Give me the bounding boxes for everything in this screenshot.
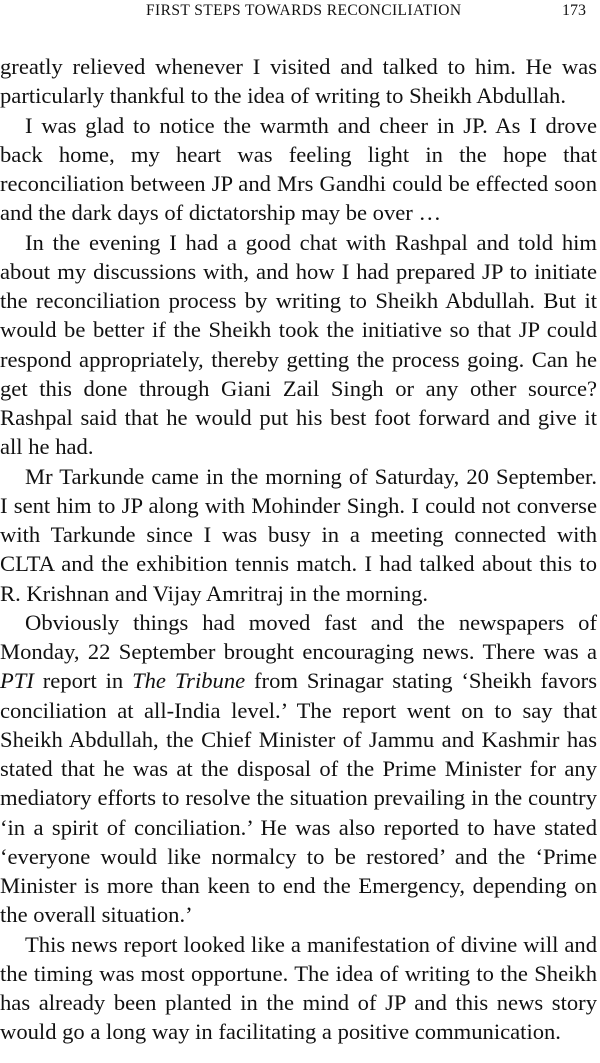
paragraph-5 bbox=[0, 608, 597, 930]
paragraph-5-part-2: report in bbox=[33, 668, 133, 694]
paragraph-4: Mr Tarkunde came in the morning of Saturday, 20 September. I sent him to JP along with Mohinder Singh. I could not converse with Tarkunde since I was busy in a meeting connected with CLTA and the exhibition tennis match. I had talked about this to R. Krishnan and Vijay Amritraj in the morning. bbox=[0, 463, 597, 606]
page-number: 173 bbox=[562, 2, 586, 19]
paragraph-1: greatly relieved whenever I visited and talked to him. He was particularly thankful to the idea of writing to Sheikh Abdullah. bbox=[0, 54, 597, 109]
paragraph-6: This news report looked like a manifestation of divine will and the timing was most opportune. The idea of writing to the Sheikh has already been planted in the mind of JP and this news story would go a long way in facilitating a positive communication. bbox=[0, 931, 597, 1045]
newspaper-title: The Tribune bbox=[132, 668, 246, 694]
body-text bbox=[0, 52, 597, 1047]
paragraph-2: I was glad to notice the warmth and cheer in JP. As I drove back home, my heart was feeling light in the hope that reconciliation between JP and Mrs Gandhi could be effected soon and the dark days of dictatorship may be over … bbox=[0, 112, 597, 226]
pti-italic: PTI bbox=[0, 668, 34, 694]
paragraph-5-part-1: Obviously things had moved fast and the newspapers of Monday, 22 September brought encouraging news. There was a bbox=[0, 609, 597, 664]
running-title: FIRST STEPS TOWARDS RECONCILIATION bbox=[146, 2, 462, 19]
paragraph-3: In the evening I had a good chat with Rashpal and told him about my discussions with, and how I had prepared JP to initiate the reconciliation process by writing to Sheikh Abdullah. But it would be better if the Sheikh took the initiative so that JP could respond appropriately, thereby getting the process going. Can he get this done through Giani Zail Singh or any other source? Rashpal said that he would put his best foot forward and give it all he had. bbox=[0, 229, 597, 460]
paragraph-5-part-3: from Srinagar stating ‘Sheikh favors conciliation at all-India level.’ The report went on to say that Sheikh Abdullah, the Chief Minister of Jammu and Kashmir has stated that he was at the disposal of the Prime Minister for any mediatory efforts to resolve the situation prevailing in the country ‘in a spirit of conciliation.’ He was also reported to have stated ‘everyone would like normalcy to be restored’ and the ‘Prime Minister is more than keen to end the Emergency, depending on the overall situation.’ bbox=[0, 668, 597, 928]
running-head bbox=[0, 2, 600, 26]
